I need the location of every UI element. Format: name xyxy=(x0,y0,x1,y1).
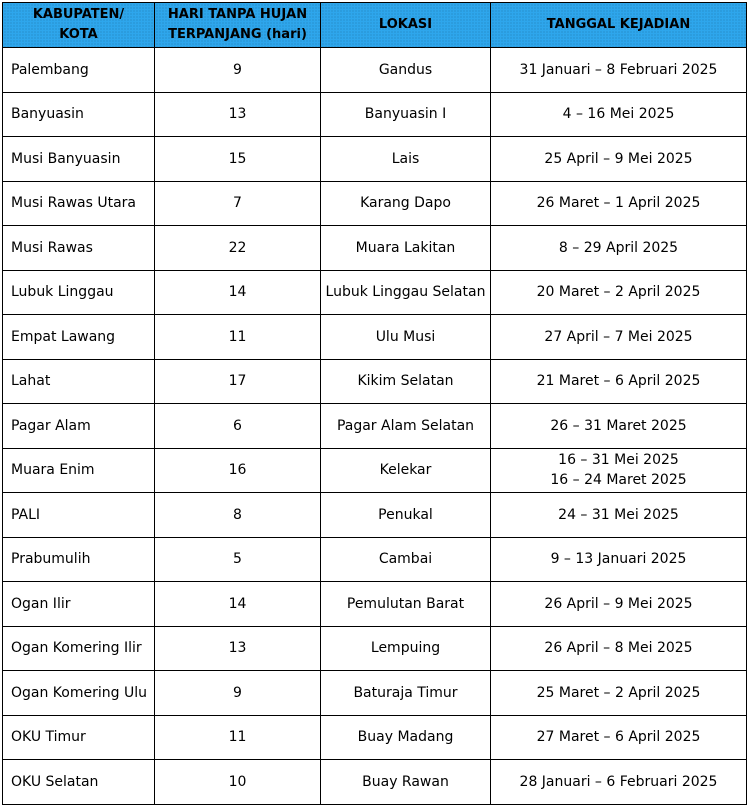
cell-hari-tanpa-hujan: 11 xyxy=(155,315,321,360)
table-row xyxy=(3,537,747,582)
cell-lokasi: Lubuk Linggau Selatan xyxy=(321,270,491,315)
tanggal-line: 25 Maret – 2 April 2025 xyxy=(536,684,701,701)
cell-kabupaten: Prabumulih xyxy=(3,537,155,582)
table-row xyxy=(3,181,747,226)
cell-kabupaten: Musi Rawas xyxy=(3,226,155,271)
table-row xyxy=(3,270,747,315)
cell-tanggal xyxy=(491,404,747,449)
tanggal-line: 26 April – 9 Mei 2025 xyxy=(544,595,693,612)
cell-kabupaten: Lubuk Linggau xyxy=(3,270,155,315)
tanggal-line: 24 – 31 Mei 2025 xyxy=(558,506,679,523)
cell-hari-tanpa-hujan: 14 xyxy=(155,270,321,315)
table-row xyxy=(3,582,747,627)
table-body xyxy=(3,48,747,805)
table-row xyxy=(3,448,747,493)
tanggal-line: 25 April – 9 Mei 2025 xyxy=(544,150,693,167)
cell-hari-tanpa-hujan: 8 xyxy=(155,493,321,538)
cell-lokasi: Buay Rawan xyxy=(321,760,491,805)
header-kabupaten-line1: KABUPATEN/ xyxy=(32,7,125,22)
table-container xyxy=(2,2,747,805)
cell-hari-tanpa-hujan: 13 xyxy=(155,92,321,137)
table-row xyxy=(3,493,747,538)
cell-lokasi: Lempuing xyxy=(321,626,491,671)
cell-kabupaten: Lahat xyxy=(3,359,155,404)
tanggal-line: 16 – 31 Mei 2025 xyxy=(558,452,679,469)
cell-lokasi: Muara Lakitan xyxy=(321,226,491,271)
cell-tanggal xyxy=(491,760,747,805)
tanggal-line: 9 – 13 Januari 2025 xyxy=(550,551,687,568)
cell-tanggal xyxy=(491,715,747,760)
cell-lokasi: Penukal xyxy=(321,493,491,538)
tanggal-line: 27 Maret – 6 April 2025 xyxy=(536,729,701,746)
cell-tanggal xyxy=(491,270,747,315)
cell-lokasi: Pagar Alam Selatan xyxy=(321,404,491,449)
cell-tanggal xyxy=(491,92,747,137)
header-tanggal xyxy=(491,3,747,48)
header-hth-line1: HARI TANPA HUJAN xyxy=(167,7,308,22)
tanggal-line: 26 Maret – 1 April 2025 xyxy=(536,195,701,212)
cell-kabupaten: Ogan Ilir xyxy=(3,582,155,627)
header-lokasi-label: LOKASI xyxy=(378,17,433,32)
cell-hari-tanpa-hujan: 6 xyxy=(155,404,321,449)
table-row xyxy=(3,92,747,137)
cell-tanggal xyxy=(491,137,747,182)
cell-hari-tanpa-hujan: 13 xyxy=(155,626,321,671)
table-row xyxy=(3,626,747,671)
header-kabupaten-line2: KOTA xyxy=(59,27,98,42)
tanggal-line: 8 – 29 April 2025 xyxy=(558,239,679,256)
table-row xyxy=(3,315,747,360)
cell-lokasi: Cambai xyxy=(321,537,491,582)
cell-lokasi: Buay Madang xyxy=(321,715,491,760)
cell-lokasi: Lais xyxy=(321,137,491,182)
cell-kabupaten: Musi Banyuasin xyxy=(3,137,155,182)
cell-kabupaten: Empat Lawang xyxy=(3,315,155,360)
cell-kabupaten: Musi Rawas Utara xyxy=(3,181,155,226)
table-row xyxy=(3,404,747,449)
cell-lokasi: Baturaja Timur xyxy=(321,671,491,716)
tanggal-line: 4 – 16 Mei 2025 xyxy=(562,106,675,123)
cell-hari-tanpa-hujan: 15 xyxy=(155,137,321,182)
cell-tanggal xyxy=(491,226,747,271)
table-row xyxy=(3,226,747,271)
tanggal-line: 31 Januari – 8 Februari 2025 xyxy=(519,61,718,78)
table-row xyxy=(3,359,747,404)
cell-lokasi: Ulu Musi xyxy=(321,315,491,360)
cell-tanggal xyxy=(491,582,747,627)
cell-hari-tanpa-hujan: 5 xyxy=(155,537,321,582)
header-tanggal-label: TANGGAL KEJADIAN xyxy=(546,17,691,32)
table-row xyxy=(3,715,747,760)
table-header-row xyxy=(3,3,747,48)
tanggal-line: 27 April – 7 Mei 2025 xyxy=(544,328,693,345)
cell-hari-tanpa-hujan: 11 xyxy=(155,715,321,760)
cell-tanggal xyxy=(491,315,747,360)
cell-hari-tanpa-hujan: 9 xyxy=(155,48,321,93)
header-kabupaten xyxy=(3,3,155,48)
tanggal-line: 16 – 24 Maret 2025 xyxy=(550,472,687,489)
tanggal-line: 26 April – 8 Mei 2025 xyxy=(544,640,693,657)
tanggal-line: 26 – 31 Maret 2025 xyxy=(550,417,687,434)
dry-days-table xyxy=(2,2,747,805)
tanggal-line: 21 Maret – 6 April 2025 xyxy=(536,373,701,390)
cell-tanggal xyxy=(491,448,747,493)
cell-lokasi: Karang Dapo xyxy=(321,181,491,226)
header-hth-line2: TERPANJANG (hari) xyxy=(168,27,307,42)
cell-hari-tanpa-hujan: 22 xyxy=(155,226,321,271)
cell-tanggal xyxy=(491,48,747,93)
header-lokasi xyxy=(321,3,491,48)
cell-kabupaten: PALI xyxy=(3,493,155,538)
cell-kabupaten: Muara Enim xyxy=(3,448,155,493)
cell-lokasi: Gandus xyxy=(321,48,491,93)
cell-tanggal xyxy=(491,493,747,538)
cell-lokasi: Pemulutan Barat xyxy=(321,582,491,627)
cell-hari-tanpa-hujan: 7 xyxy=(155,181,321,226)
cell-kabupaten: Ogan Komering Ulu xyxy=(3,671,155,716)
table-row xyxy=(3,671,747,716)
cell-tanggal xyxy=(491,359,747,404)
cell-hari-tanpa-hujan: 10 xyxy=(155,760,321,805)
header-hari-tanpa-hujan xyxy=(155,3,321,48)
tanggal-line: 20 Maret – 2 April 2025 xyxy=(536,284,701,301)
table-row xyxy=(3,137,747,182)
cell-kabupaten: OKU Timur xyxy=(3,715,155,760)
cell-tanggal xyxy=(491,181,747,226)
cell-kabupaten: Palembang xyxy=(3,48,155,93)
cell-lokasi: Kelekar xyxy=(321,448,491,493)
tanggal-line: 28 Januari – 6 Februari 2025 xyxy=(519,773,718,790)
cell-lokasi: Banyuasin I xyxy=(321,92,491,137)
cell-hari-tanpa-hujan: 9 xyxy=(155,671,321,716)
table-row xyxy=(3,760,747,805)
cell-tanggal xyxy=(491,671,747,716)
cell-lokasi: Kikim Selatan xyxy=(321,359,491,404)
table-row xyxy=(3,48,747,93)
cell-hari-tanpa-hujan: 16 xyxy=(155,448,321,493)
cell-kabupaten: Banyuasin xyxy=(3,92,155,137)
cell-hari-tanpa-hujan: 17 xyxy=(155,359,321,404)
cell-hari-tanpa-hujan: 14 xyxy=(155,582,321,627)
cell-kabupaten: OKU Selatan xyxy=(3,760,155,805)
cell-kabupaten: Ogan Komering Ilir xyxy=(3,626,155,671)
cell-kabupaten: Pagar Alam xyxy=(3,404,155,449)
cell-tanggal xyxy=(491,626,747,671)
cell-tanggal xyxy=(491,537,747,582)
